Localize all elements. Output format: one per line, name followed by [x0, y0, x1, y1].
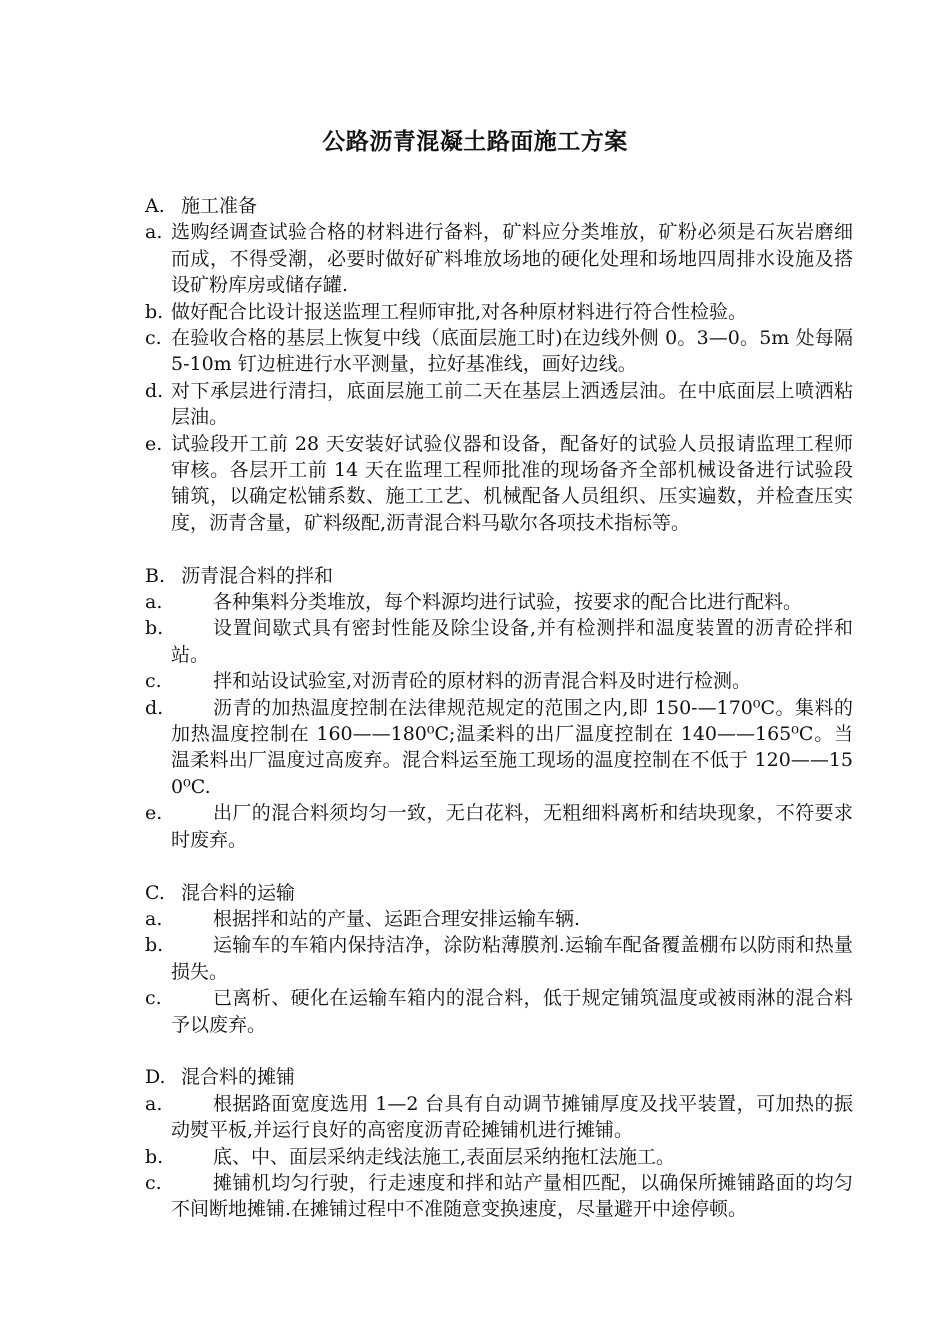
item-label: b. [145, 617, 164, 640]
item-label: c. [145, 327, 162, 350]
item-text: 选购经调查试验合格的材料进行备料，矿料应分类堆放，矿粉必须是石灰岩磨细而成，不得受潮，必要时做好矿料堆放场地的硬化处理和场地四周排水设施及搭设矿粉库房或储存罐. [171, 221, 853, 297]
section-label: A. [145, 195, 165, 217]
list-item [145, 932, 853, 985]
list-item [145, 800, 853, 853]
list-item [145, 325, 853, 378]
section-spacer [145, 1038, 853, 1064]
item-label: c. [145, 670, 162, 693]
item-label: a. [145, 1092, 163, 1115]
list-item [145, 1091, 853, 1144]
item-text: 底、中、面层采纳走线法施工,表面层采纳拖杠法施工。 [213, 1145, 676, 1168]
item-text: 各种集料分类堆放，每个料源均进行试验，按要求的配合比进行配料。 [213, 591, 803, 614]
item-text: 根据拌和站的产量、运距合理安排运输车辆. [213, 907, 581, 930]
list-item [145, 1170, 853, 1223]
item-text: 设置间歇式具有密封性能及除尘设备,并有检测拌和温度装置的沥青砼拌和站。 [171, 617, 853, 666]
document-body [145, 193, 853, 1223]
item-text: 在验收合格的基层上恢复中线（底面层施工时)在边线外侧 0。3—0。5m 处每隔 5-10m 钉边桩进行水平测量，拉好基准线，画好边线。 [171, 327, 853, 376]
section-d [145, 1064, 853, 1222]
item-label: e. [145, 432, 163, 455]
section-title: 沥青混合料的拌和 [181, 564, 334, 587]
list-item [145, 1144, 853, 1170]
section-title: 混合料的运输 [181, 881, 296, 904]
document-title: 公路沥青混凝土路面施工方案 [322, 128, 628, 155]
item-text: 已离析、硬化在运输车箱内的混合料，低于规定铺筑温度或被雨淋的混合料予以废弃。 [171, 987, 853, 1036]
item-text: 根据路面宽度选用 1—2 台具有自动调节摊铺厚度及找平装置，可加热的振动熨平板,并运行良好的高密度沥青砼摊铺机进行摊铺。 [171, 1092, 853, 1142]
section-label: B. [145, 564, 166, 587]
list-item [145, 668, 853, 694]
list-item [145, 615, 853, 668]
item-label: a. [145, 907, 163, 930]
item-label: a. [145, 591, 163, 614]
item-label: d. [145, 379, 164, 402]
list-item [145, 299, 853, 325]
section-spacer [145, 536, 853, 562]
list-item [145, 219, 853, 298]
item-text: 拌和站设试验室,对沥青砼的原材料的沥青混合料及时进行检测。 [213, 670, 752, 693]
list-item [145, 378, 853, 431]
list-item [145, 431, 853, 537]
list-item [145, 589, 853, 615]
list-item [145, 985, 853, 1038]
item-text: 做好配合比设计报送监理工程师审批,对各种原材料进行符合性检验。 [171, 300, 748, 323]
item-label: b. [145, 1145, 164, 1168]
item-text: 对下承层进行清扫，底面层施工前二天在基层上洒透层油。在中底面层上喷洒粘层油。 [171, 379, 853, 429]
item-text: 出厂的混合料须均匀一致，无白花料，无粗细料离析和结块现象，不符要求时废弃。 [171, 802, 853, 851]
item-label: a. [145, 221, 163, 244]
section-label: C. [145, 881, 165, 904]
item-label: c. [145, 1171, 162, 1194]
section-heading [145, 1064, 853, 1090]
section-label: D. [145, 1066, 166, 1089]
item-text: 试验段开工前 28 天安装好试验仪器和设备，配备好的试验人员报请监理工程师审核。各层开工前 14 天在监理工程师批准的现场备齐全部机械设备进行试验段铺筑，以确定松铺系数、施工工艺、机械配备人员组织、压实遍数，并检查压实度，沥青含量，矿料级配,沥青混合料马歇尔各项技术指标等。 [171, 432, 853, 534]
item-label: d. [145, 696, 164, 719]
section-c [145, 880, 853, 1038]
item-label: b. [145, 300, 164, 323]
section-b [145, 563, 853, 853]
section-title: 混合料的摊铺 [181, 1066, 296, 1089]
item-text: 沥青的加热温度控制在法律规范规定的范围之内,即 150-—170⁰C。集料的加热温度控制在 160——180⁰C;温柔料的出厂温度控制在 140——165⁰C。当温柔料出厂温度过高废弃。混合料运至施工现场的温度控制在不低于 120——150⁰C. [171, 696, 853, 798]
item-text: 运输车的车箱内保持洁净，涂防粘薄膜剂.运输车配备覆盖棚布以防雨和热量损失。 [171, 934, 853, 983]
item-label: c. [145, 987, 162, 1010]
section-heading [145, 563, 853, 589]
list-item [145, 906, 853, 932]
item-label: e. [145, 802, 163, 825]
item-label: b. [145, 934, 164, 957]
section-spacer [145, 853, 853, 879]
section-a [145, 193, 853, 536]
list-item [145, 695, 853, 801]
section-title: 施工准备 [181, 195, 258, 217]
section-heading [145, 193, 853, 219]
section-heading [145, 880, 853, 906]
item-text: 摊铺机均匀行驶，行走速度和拌和站产量相匹配，以确保所摊铺路面的均匀不间断地摊铺.在摊铺过程中不准随意变换速度，尽量避开中途停顿。 [171, 1171, 853, 1221]
